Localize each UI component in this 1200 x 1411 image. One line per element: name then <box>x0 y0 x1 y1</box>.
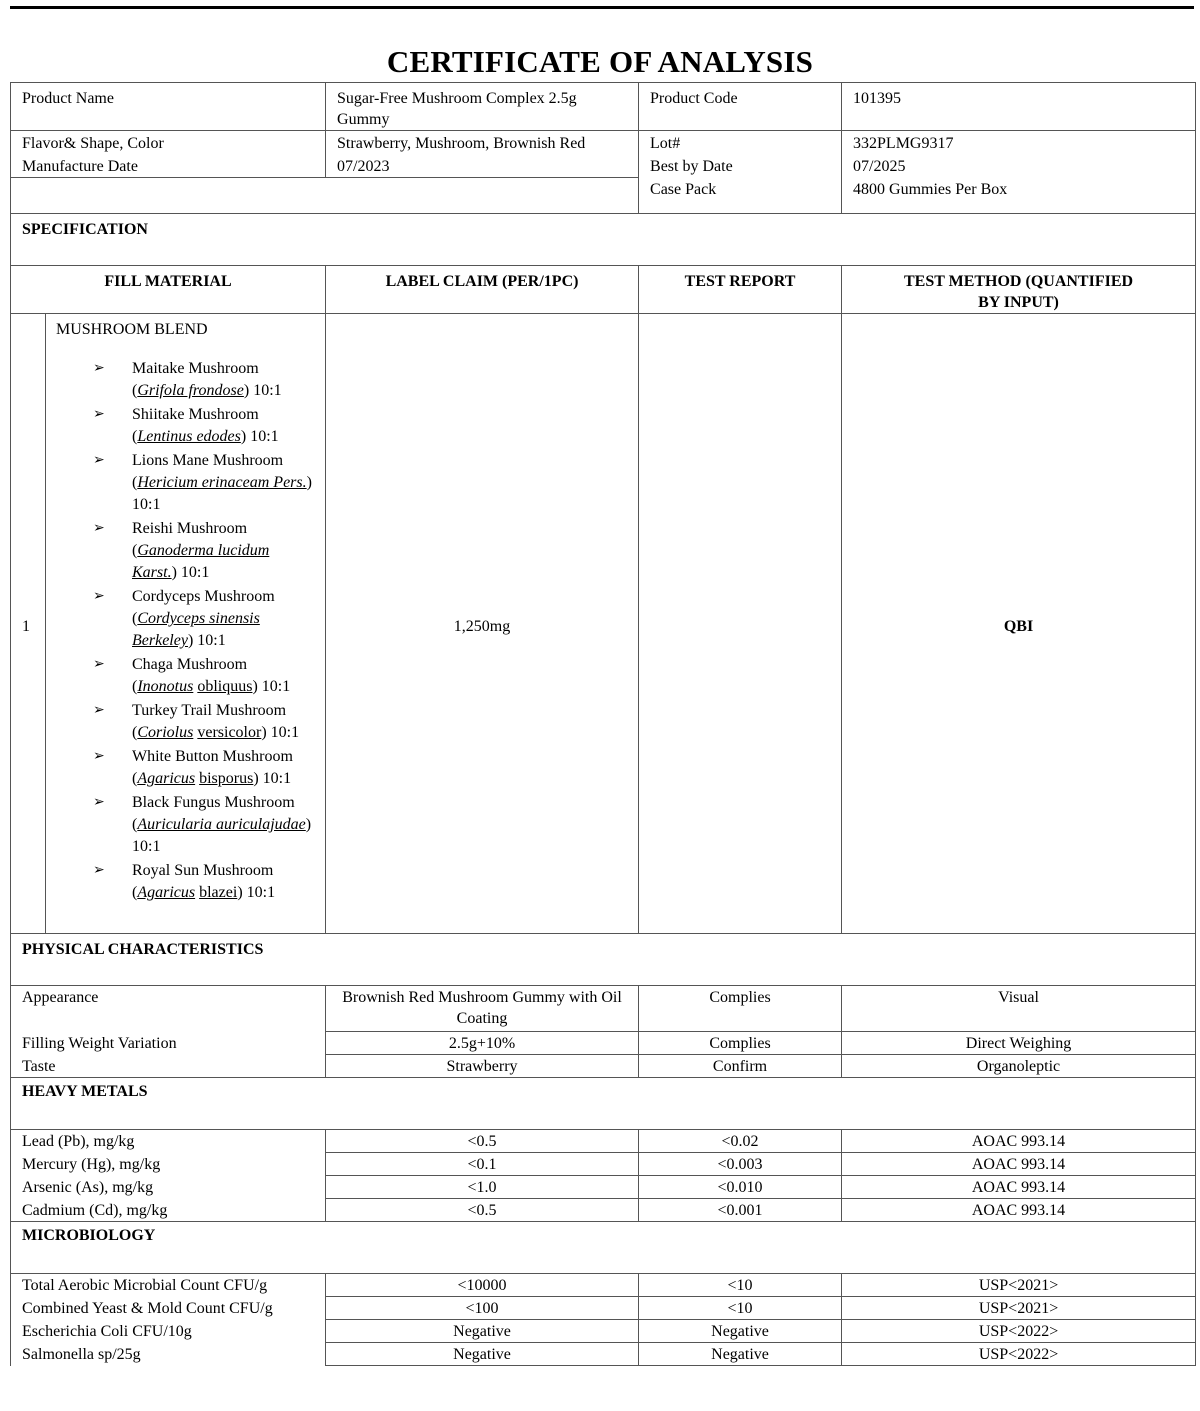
physical-heading-row <box>11 934 1196 986</box>
blend-item: ➢ Black Fungus Mushroom (Auricularia auriculajudae) 10:1 <box>93 794 312 855</box>
result-report: Confirm <box>639 1055 842 1078</box>
result-method: USP<2022> <box>842 1320 1196 1343</box>
blend-item: ➢ Chaga Mushroom (Inonotus obliquus) 10:1 <box>93 656 291 695</box>
col-test-report-text: TEST REPORT <box>684 273 796 290</box>
result-row <box>11 1055 1196 1078</box>
blend-item-ratio: ) 10:1 <box>132 474 312 513</box>
product-code-label: Product Code <box>639 83 842 131</box>
best-by-label: Best by Date <box>639 154 842 178</box>
microbiology-rows <box>11 1274 1196 1366</box>
blend-item-ratio: ) 10:1 <box>237 884 276 901</box>
blend-item: ➢ Turkey Trail Mushroom (Coriolus versicolor) 10:1 <box>93 702 300 741</box>
date-row <box>11 154 1196 178</box>
result-row <box>11 1176 1196 1199</box>
col-fill-material: FILL MATERIAL <box>11 266 326 314</box>
blend-item-latin: Agaricus <box>137 770 196 787</box>
arrow-bullet-icon: ➢ <box>93 795 105 810</box>
blend-item-name: Lions Mane Mushroom <box>132 452 284 469</box>
result-method: AOAC 993.14 <box>842 1176 1196 1199</box>
blend-item-latin-species: versicolor <box>197 724 262 741</box>
result-report: <0.003 <box>639 1153 842 1176</box>
result-name: Total Aerobic Microbial Count CFU/g <box>11 1274 326 1297</box>
case-pack-value: 4800 Gummies Per Box <box>842 178 1196 214</box>
result-claim: <0.1 <box>326 1153 639 1176</box>
result-row <box>11 986 1196 1032</box>
result-row <box>11 1153 1196 1176</box>
blend-cell <box>46 314 326 934</box>
specification-heading-row <box>11 214 1196 266</box>
blend-item-latin: Agaricus <box>137 884 196 901</box>
blend-claim: 1,250mg <box>326 314 639 934</box>
result-report: <10 <box>639 1274 842 1297</box>
mushroom-blend-row <box>11 314 1196 934</box>
blend-item: ➢ Royal Sun Mushroom (Agaricus blazei) 10:1 <box>93 862 276 901</box>
result-name: Cadmium (Cd), mg/kg <box>11 1199 326 1222</box>
result-name: Arsenic (As), mg/kg <box>11 1176 326 1199</box>
result-method: Direct Weighing <box>842 1032 1196 1055</box>
case-pack-label: Case Pack <box>639 178 842 214</box>
blend-item-ratio: ) 10:1 <box>240 428 279 445</box>
blend-item: ➢ White Button Mushroom (Agaricus bisporus) 10:1 <box>93 748 293 787</box>
result-claim: Negative <box>326 1320 639 1343</box>
result-claim: <10000 <box>326 1274 639 1297</box>
result-name: Mercury (Hg), mg/kg <box>11 1153 326 1176</box>
blend-item-ratio: ) 10:1 <box>132 816 312 855</box>
product-name-row <box>11 83 1196 131</box>
result-method: Visual <box>842 986 1196 1032</box>
col-label-claim: LABEL CLAIM (PER/1PC) <box>326 266 639 314</box>
blend-item-latin: Hericium erinaceam Pers. <box>137 474 307 491</box>
blend-item-ratio: ) 10:1 <box>252 678 291 695</box>
empty-cell <box>11 178 639 214</box>
arrow-bullet-icon: ➢ <box>93 657 105 672</box>
coa-table <box>10 82 1196 1366</box>
result-report: Negative <box>639 1343 842 1366</box>
blend-item-latin: Auricularia auriculajudae <box>137 816 306 833</box>
lot-label: Lot# <box>639 131 842 155</box>
result-claim: Brownish Red Mushroom Gummy with Oil Coating <box>326 986 639 1032</box>
result-method: USP<2021> <box>842 1274 1196 1297</box>
result-name: Filling Weight Variation <box>11 1032 326 1055</box>
microbiology-heading: MICROBIOLOGY <box>11 1222 1196 1274</box>
lot-value: 332PLMG9317 <box>842 131 1196 155</box>
result-claim: <0.5 <box>326 1199 639 1222</box>
column-header-row <box>11 266 1196 314</box>
blend-item-ratio: ) 10:1 <box>253 770 292 787</box>
result-report: Negative <box>639 1320 842 1343</box>
blend-report <box>639 314 842 934</box>
result-row <box>11 1297 1196 1320</box>
blend-title: MUSHROOM BLEND <box>56 321 208 338</box>
top-rule <box>10 6 1194 9</box>
specification-heading: SPECIFICATION <box>11 214 1196 266</box>
result-row <box>11 1274 1196 1297</box>
result-claim: <100 <box>326 1297 639 1320</box>
blend-item-latin: Coriolus <box>137 724 194 741</box>
product-name-value: Sugar-Free Mushroom Complex 2.5g Gummy <box>326 83 639 131</box>
blend-item: ➢ Reishi Mushroom (Ganoderma lucidum Karst.) 10:1 <box>93 520 270 581</box>
result-name: Salmonella sp/25g <box>11 1343 326 1366</box>
case-pack-row <box>11 178 1196 214</box>
physical-rows <box>11 986 1196 1078</box>
result-claim: <1.0 <box>326 1176 639 1199</box>
manufacture-date-value: 07/2023 <box>326 154 639 178</box>
result-name: Escherichia Coli CFU/10g <box>11 1320 326 1343</box>
blend-item-name: Reishi Mushroom <box>132 520 248 537</box>
result-claim: Negative <box>326 1343 639 1366</box>
result-row <box>11 1130 1196 1153</box>
result-report: <10 <box>639 1297 842 1320</box>
result-report: <0.001 <box>639 1199 842 1222</box>
blend-item-latin: Cordyceps sinensis Berkeley <box>132 610 260 649</box>
result-row <box>11 1199 1196 1222</box>
blend-item-latin-species: obliquus <box>197 678 253 695</box>
blend-item-latin: Inonotus <box>137 678 194 695</box>
arrow-bullet-icon: ➢ <box>93 407 105 422</box>
blend-item-latin: Lentinus edodes <box>137 428 241 445</box>
result-method: USP<2022> <box>842 1343 1196 1366</box>
product-name-label: Product Name <box>11 83 326 131</box>
result-row <box>11 1032 1196 1055</box>
flavor-label: Flavor& Shape, Color <box>11 131 326 155</box>
heavy-metals-heading: HEAVY METALS <box>11 1078 1196 1130</box>
product-code-value: 101395 <box>842 83 1196 131</box>
heavy-metals-heading-row <box>11 1078 1196 1130</box>
result-name: Taste <box>11 1055 326 1078</box>
col-test-method: TEST METHOD (QUANTIFIED BY INPUT) <box>842 266 1196 314</box>
heavy-metals-rows <box>11 1130 1196 1222</box>
blend-item: ➢ Shiitake Mushroom (Lentinus edodes) 10:1 <box>93 406 279 445</box>
blend-item-latin-species: blazei <box>199 884 238 901</box>
result-row <box>11 1320 1196 1343</box>
blend-item-ratio: ) 10:1 <box>261 724 300 741</box>
arrow-bullet-icon: ➢ <box>93 863 105 878</box>
blend-item-latin: Grifola frondose <box>137 382 244 399</box>
row-index: 1 <box>11 314 46 934</box>
result-claim: <0.5 <box>326 1130 639 1153</box>
arrow-bullet-icon: ➢ <box>93 703 105 718</box>
arrow-bullet-icon: ➢ <box>93 453 105 468</box>
result-report: Complies <box>639 986 842 1032</box>
result-method: USP<2021> <box>842 1297 1196 1320</box>
blend-item-name: Shiitake Mushroom <box>132 406 259 423</box>
blend-item-name: Turkey Trail Mushroom <box>132 702 287 719</box>
arrow-bullet-icon: ➢ <box>93 749 105 764</box>
blend-item-name: Chaga Mushroom <box>132 656 248 673</box>
result-method: Organoleptic <box>842 1055 1196 1078</box>
result-report: Complies <box>639 1032 842 1055</box>
result-claim: Strawberry <box>326 1055 639 1078</box>
result-method: AOAC 993.14 <box>842 1199 1196 1222</box>
result-method: AOAC 993.14 <box>842 1153 1196 1176</box>
result-claim: 2.5g+10% <box>326 1032 639 1055</box>
manufacture-date-label: Manufacture Date <box>11 154 326 178</box>
arrow-bullet-icon: ➢ <box>93 361 105 376</box>
result-report: <0.02 <box>639 1130 842 1153</box>
blend-list <box>56 358 314 904</box>
blend-item: ➢ Lions Mane Mushroom (Hericium erinaceam Pers.) 10:1 <box>93 452 312 513</box>
arrow-bullet-icon: ➢ <box>93 521 105 536</box>
blend-item-name: Cordyceps Mushroom <box>132 588 275 605</box>
blend-item-name: Black Fungus Mushroom <box>132 794 295 811</box>
blend-item-latin: Ganoderma lucidum Karst. <box>132 542 270 581</box>
best-by-value: 07/2025 <box>842 154 1196 178</box>
col-test-report <box>639 266 842 314</box>
blend-item-name: Royal Sun Mushroom <box>132 862 274 879</box>
result-name: Lead (Pb), mg/kg <box>11 1130 326 1153</box>
blend-item-name: White Button Mushroom <box>132 748 293 765</box>
blend-item: ➢ Cordyceps Mushroom (Cordyceps sinensis Berkeley) 10:1 <box>93 588 275 649</box>
result-name: Appearance <box>11 986 326 1032</box>
microbiology-heading-row <box>11 1222 1196 1274</box>
blend-item-ratio: ) 10:1 <box>187 632 226 649</box>
blend-method: QBI <box>842 314 1196 934</box>
blend-item-ratio: ) 10:1 <box>243 382 282 399</box>
blend-item: ➢ Maitake Mushroom (Grifola frondose) 10:1 <box>93 360 282 399</box>
physical-heading: PHYSICAL CHARACTERISTICS <box>11 934 1196 986</box>
result-row <box>11 1343 1196 1366</box>
blend-item-latin-species: bisporus <box>199 770 254 787</box>
flavor-value: Strawberry, Mushroom, Brownish Red <box>326 131 639 155</box>
flavor-row <box>11 131 1196 155</box>
result-report: <0.010 <box>639 1176 842 1199</box>
result-method: AOAC 993.14 <box>842 1130 1196 1153</box>
blend-item-name: Maitake Mushroom <box>132 360 259 377</box>
result-name: Combined Yeast & Mold Count CFU/g <box>11 1297 326 1320</box>
arrow-bullet-icon: ➢ <box>93 589 105 604</box>
document-title: CERTIFICATE OF ANALYSIS <box>386 44 814 79</box>
blend-item-ratio: ) 10:1 <box>171 564 210 581</box>
